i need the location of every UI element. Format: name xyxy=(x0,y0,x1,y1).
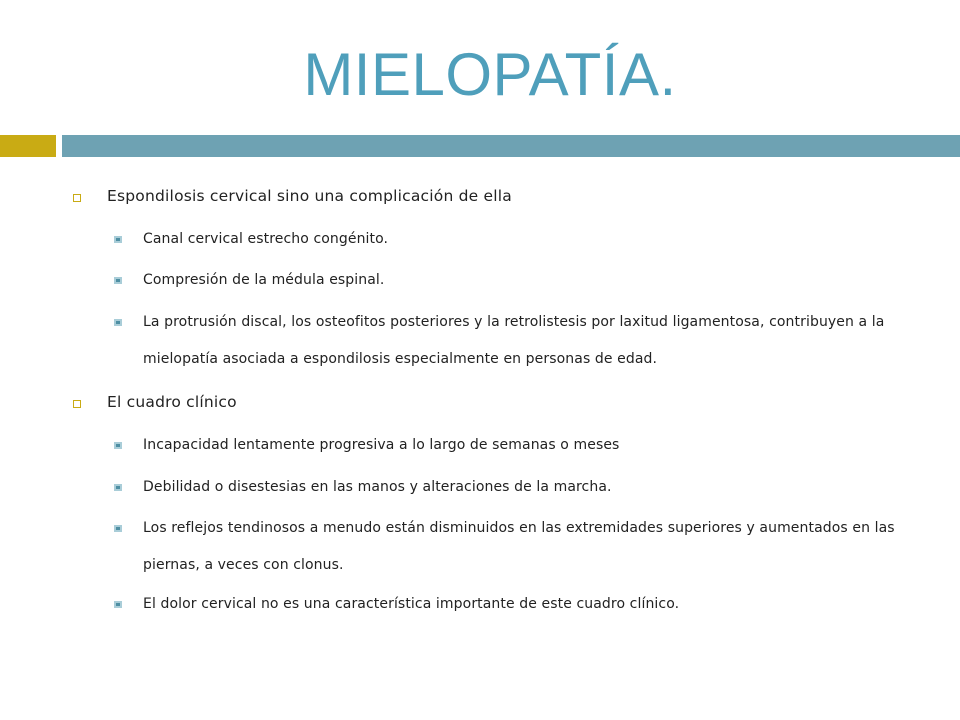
list-item: La protrusión discal, los osteofitos posteriores y la retrolistesis por laxitud ligamentosa, contribuyen a la mielopatía asociada a espondilosis especialmente en personas de edad. xyxy=(143,314,885,367)
slide-title: MIELOPATÍA. xyxy=(303,41,677,108)
square-bullet-icon xyxy=(114,442,122,449)
section-heading-cuadro-clinico: El cuadro clínico xyxy=(107,393,237,411)
list-item: Canal cervical estrecho congénito. xyxy=(143,231,389,247)
square-bullet-icon xyxy=(114,236,122,243)
list-item: Los reflejos tendinosos a menudo están disminuidos en las extremidades superiores y aumentados en las piernas, a veces con clonus. xyxy=(143,520,895,573)
square-bullet-icon xyxy=(114,525,122,532)
square-bullet-icon xyxy=(114,277,122,284)
square-bullet-icon xyxy=(114,319,122,326)
list-item: Compresión de la médula espinal. xyxy=(143,272,385,288)
square-bullet-icon xyxy=(73,194,81,202)
square-bullet-icon xyxy=(114,601,122,608)
list-item: Incapacidad lentamente progresiva a lo largo de semanas o meses xyxy=(143,437,620,453)
section-heading-espondilosis: Espondilosis cervical sino una complicación de ella xyxy=(107,187,512,205)
list-item: Debilidad o disestesias en las manos y alteraciones de la marcha. xyxy=(143,479,612,495)
square-bullet-icon xyxy=(73,400,81,408)
square-bullet-icon xyxy=(114,484,122,491)
list-item: El dolor cervical no es una característica importante de este cuadro clínico. xyxy=(143,596,680,612)
